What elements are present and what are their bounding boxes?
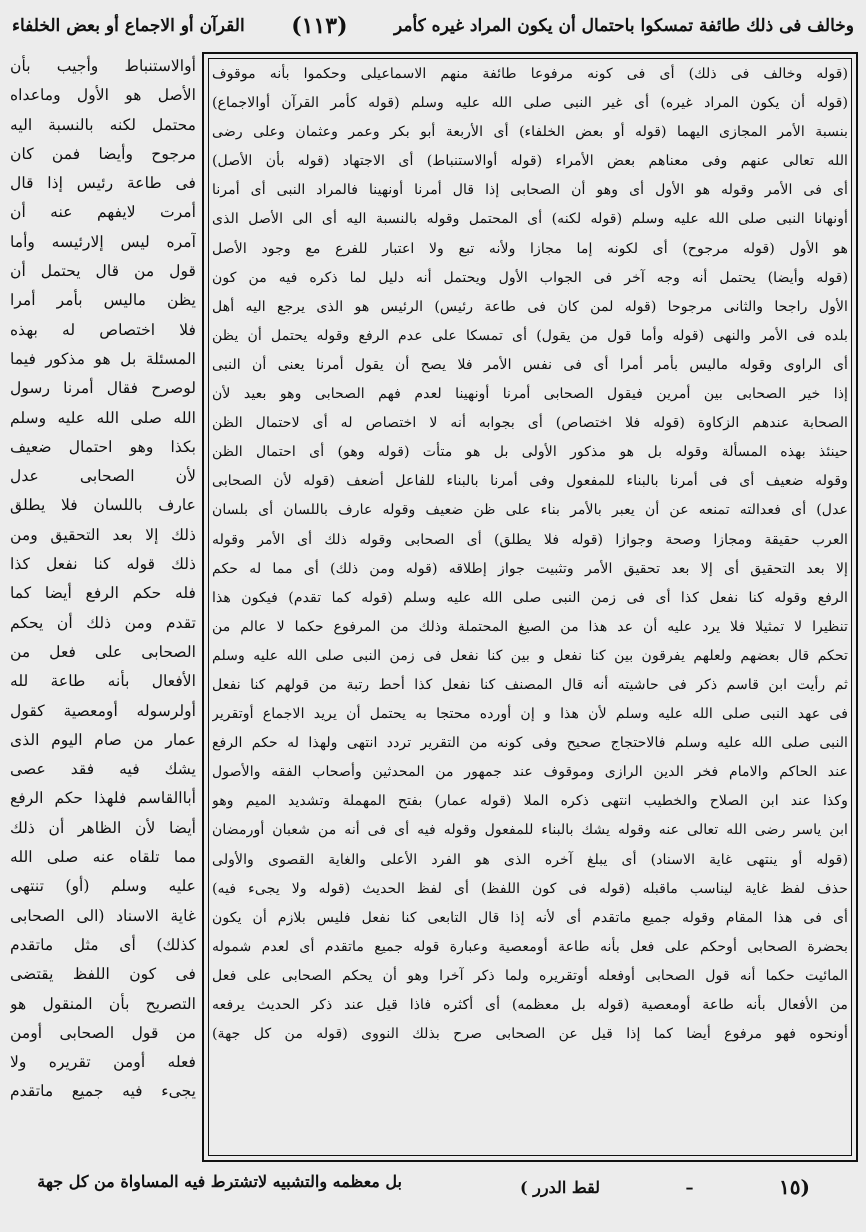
commentary-line: (قوله وأيضا) يحتمل أنه وجه آخر فى الجواب الأول ويحتمل أنه دليل لما ذكره فيه من كون	[212, 269, 848, 286]
commentary-line: أى فى الأمر وقوله هو الأول أى وهو أن الصحابى إذا قال أمرنا أونهينا فالمراد النبى أى أمرنا	[212, 182, 848, 199]
margin-line: الأصل هو الأول وماعداه	[10, 86, 196, 105]
commentary-line: وكذا عند ابن الصلاح والخطيب انتهى ذكره الملا (قوله عمار) بفتح المهملة وتشديد الميم وهو	[212, 793, 848, 810]
margin-line: عارف باللسان فلا يطلق	[10, 496, 196, 515]
commentary-block	[212, 60, 848, 1154]
commentary-line: الرفع وقوله كنا نفعل كذا أى فى زمن النبى صلى الله عليه وسلم (قوله كما تقدم) فيكون هذا	[212, 589, 848, 606]
margin-line: كذلك) أى مثل ماتقدم	[10, 935, 196, 954]
book-title: لقط الدرر )	[520, 1177, 601, 1197]
signature-number: (١٥	[779, 1175, 810, 1199]
commentary-line: إذا خير الصحابى بين أمرين فيقول الصحابى أمرنا أونهينا لعدم فهم الصحابى وهو بعيد لأن	[212, 386, 848, 403]
margin-line: لأن الصحابى عدل	[10, 467, 196, 486]
header-running-text-continued: القرآن أو الاجماع أو بعض الخلفاء	[12, 16, 245, 36]
commentary-line: الله تعالى عنهم وفى معناهم بعض الأمراء (قوله أوالاستنباط) أى الاجتهاد (قوله بأن الأصل)	[212, 153, 848, 170]
margin-line: ذلك قوله كنا نفعل كذا	[10, 555, 196, 574]
margin-line: آمره ليس إلارئيسه وأما	[10, 232, 196, 251]
commentary-line: تحكم قال بعضهم ولعلهم يفرقون بين كنا نفعل و بين كنا نفعل فى زمن النبى صلى الله عليه وسلم	[212, 647, 848, 664]
margin-line: الأفعال بأنه طاعة لله	[10, 672, 196, 691]
margin-line: فعله أومن تقريره ولا	[10, 1053, 196, 1072]
commentary-line: حذف لفظ غاية ليناسب ماقبله (قوله فى كون اللفظ) أى لفظ الحديث (قوله ولا يجىء فيه)	[212, 880, 848, 897]
commentary-line: تنظيرا لا تمثيلا فلا يرد عليه أن عد هذا من الصيغ المحتملة وذلك من المرفوع حكما لا عالم من	[212, 618, 848, 635]
commentary-line: (قوله أن يكون المراد غيره) أى غير النبى صلى الله عليه وسلم (قوله كأمر القرآن أوالاجماع)	[212, 95, 848, 112]
commentary-line: أى الراوى وقوله ماليس بأمر أمرا أى فى نفس الأمر فلا يصح أن يقول أمرنا يعنى أن النبى	[212, 356, 848, 373]
margin-line: أباالقاسم فلهذا حكم الرفع	[10, 789, 196, 808]
margin-line: أمرت لايفهم عنه أن	[10, 203, 196, 222]
margin-line: غاية الاسناد (الى الصحابى	[10, 906, 196, 925]
commentary-line: النبى صلى الله عليه وسلم فالاحتجاج صحيح وفى كونه من التقرير تردد انتهى ولهذا له حكم الرفع	[212, 735, 848, 752]
commentary-line: فى عهد النبى صلى الله عليه وسلم لأن هذا و إن أورده محتجا به يحتمل أن يريد الاجماع أوتقرير	[212, 706, 848, 723]
margin-line: يجىء فيه جميع ماتقدم	[10, 1082, 196, 1101]
margin-line: أولرسوله أومعصية كقول	[10, 701, 196, 720]
margin-line: قول من قال يحتمل أن	[10, 262, 196, 281]
margin-main-text	[10, 52, 196, 1164]
margin-line: فى طاعة رئيس إذا قال	[10, 174, 196, 193]
margin-line: بكذا وهو احتمال ضعيف	[10, 437, 196, 456]
commentary-line: من الأفعال بأنه طاعة أومعصية (قوله بل معظمه) أى أكثره فاذا قيل عند ذكر الحديث يرفعه	[212, 997, 848, 1013]
commentary-line: حينئذ بهذه المسألة وقوله بل هو مذكور الأولى بل هو متأت (قوله وهو) أى احتمال الظن	[212, 444, 848, 461]
commentary-line: (قوله أو ينتهى غاية الاسناد) أى يبلغ آخره الذى هو الفرد الأعلى والغاية القصوى والأولى	[212, 851, 848, 868]
margin-line: تقدم ومن ذلك أن يحكم	[10, 613, 196, 632]
margin-line: الصحابى على فعل من	[10, 642, 196, 661]
commentary-line: أى فى هذا المقام وقوله جميع ماتقدم أى لأنه إذا قال التابعى كنا نفعل فليس بلازم أن يكون	[212, 909, 848, 926]
footer-separator: –	[685, 1177, 694, 1197]
margin-line: يظن ماليس بأمر أمرا	[10, 291, 196, 310]
commentary-line: الأول راجحا والثانى مرجوحا (قوله لمن كان فى طاعة رئيس) الرئيس هو الذى يرجع اليه أهل	[212, 298, 848, 315]
commentary-line: أونحوه فهو مرفوع أيضا كما إذا قيل عن الصحابى صرح بذلك النووى (قوله من كل جهة)	[212, 1026, 848, 1043]
margin-line: فلا اختصاص له بهذه	[10, 320, 196, 339]
catchword: بل معظمه والتشبيه لاتشترط فيه المساواة من كل جهة	[37, 1172, 402, 1191]
commentary-line: هو الأول (قوله مرجوح) أى لكونه إما مجازا ولأنه تبع ولا اعتبار للفرع مع وجود الأصل	[212, 240, 848, 257]
commentary-line: وقوله ضعيف أى فى أمرنا بالبناء للمفعول وفى أمرنا بالبناء للفاعل أضعف (قوله لأن الصحابى	[212, 473, 848, 490]
margin-line: يشك فيه فقد عصى	[10, 760, 196, 779]
commentary-line: المائيت حكما أنه قول الصحابى أوفعله أوتقريره ولما ذكر آخرا وهو أن يحكم الصحابى على فعل	[212, 967, 848, 984]
commentary-line: إلا بعد التحقيق أى إلا بعد تحقيق الأمر وتثبيت جواز إطلاقه (قوله ومن ذلك) أى مما له حكم	[212, 560, 848, 577]
commentary-line: (قوله وخالف فى ذلك) أى فى كونه مرفوعا طائفة منهم الاسماعيلى وحكموا بأنه موقوف	[212, 66, 848, 82]
margin-line: عليه وسلم (أو) تنتهى	[10, 877, 196, 896]
commentary-line: الصحابة عندهم الزكاوة (قوله فلا اختصاص) أى بجوابه أنه لا اختصاص له أى لاحتمال الظن	[212, 415, 848, 432]
commentary-line: ابن ياسر رضى الله تعالى عنه وقوله يشك بالبناء للمفعول وقوله فيه أى فى أنه من شعبان أورمضان	[212, 822, 848, 839]
margin-line: محتمل لكنه بالنسبة اليه	[10, 115, 196, 134]
margin-line: عمار من صام اليوم الذى	[10, 730, 196, 749]
commentary-line: عدل) أى فعدالته تمنعه عن أن يعبر بالأمر بناء على ظن ضعيف وقوله عارف باللسان أى بلسان	[212, 502, 848, 519]
commentary-line: بلده فى الأمر والنهى (قوله وأما قول من يقول) أى تمسكا على عدم الرفع وقوله يحتمل أن يظن	[212, 327, 848, 344]
commentary-line: العرب حقيقة ومجازا وصحة وجوازا (قوله فلا يطلق) أى الصحابى وقوله ذلك أى الأمر وقوله	[212, 531, 848, 548]
margin-line: فى كون اللفظ يقتضى	[10, 965, 196, 984]
margin-line: من قول الصحابى أومن	[10, 1023, 196, 1042]
commentary-line: بحضرة الصحابى أوحكم على فعل بأنه طاعة أومعصية وعبارة قوله جميع ماتقدم أى لعدم شموله	[212, 938, 848, 955]
margin-line: المسئلة بل هو مذكور فيما	[10, 349, 196, 368]
margin-line: مرجوح وأيضا فمن كان	[10, 144, 196, 163]
margin-line: مما تلقاه عنه صلى الله	[10, 848, 196, 867]
margin-line: أوالاستنباط وأجيب بأن	[10, 57, 196, 75]
header-running-text: وخالف فى ذلك طائفة تمسكوا باحتمال أن يكون المراد غيره كأمر	[394, 16, 854, 36]
margin-line: التصريح بأن المنقول هو	[10, 994, 196, 1013]
commentary-line: بنسبة الأمر المجازى اليهما (قوله أو بعض الخلفاء) أى الأربعة أبو بكر وعمر وعثمان وعلى رضى	[212, 124, 848, 141]
margin-line: فله حكم الرفع أيضا كما	[10, 584, 196, 603]
margin-line: أيضا لأن الظاهر أن ذلك	[10, 818, 196, 837]
page-header	[12, 6, 854, 46]
margin-line: لوصرح فقال أمرنا رسول	[10, 379, 196, 398]
margin-line: الله صلى الله عليه وسلم	[10, 408, 196, 427]
page-footer	[520, 1170, 810, 1204]
page-number: (١١٣)	[291, 13, 348, 39]
margin-line: ذلك إلا بعد التحقيق ومن	[10, 525, 196, 544]
commentary-line: أونهانا النبى صلى الله عليه وسلم (قوله لكنه) أى المحتمل وقوله بالنسبة اليه أى الى الأصل الذى	[212, 211, 848, 228]
commentary-line: عند الحاكم والامام فخر الدين الرازى وموقوف عند جمهور من المحدثين وأصحاب الفقه والأصول	[212, 764, 848, 781]
commentary-line: ثم رأيت ابن قاسم ذكر فى حاشيته أنه قال المصنف كنا نفعل كذا أحط رتبة من قولهم كنا نفعل	[212, 676, 848, 693]
